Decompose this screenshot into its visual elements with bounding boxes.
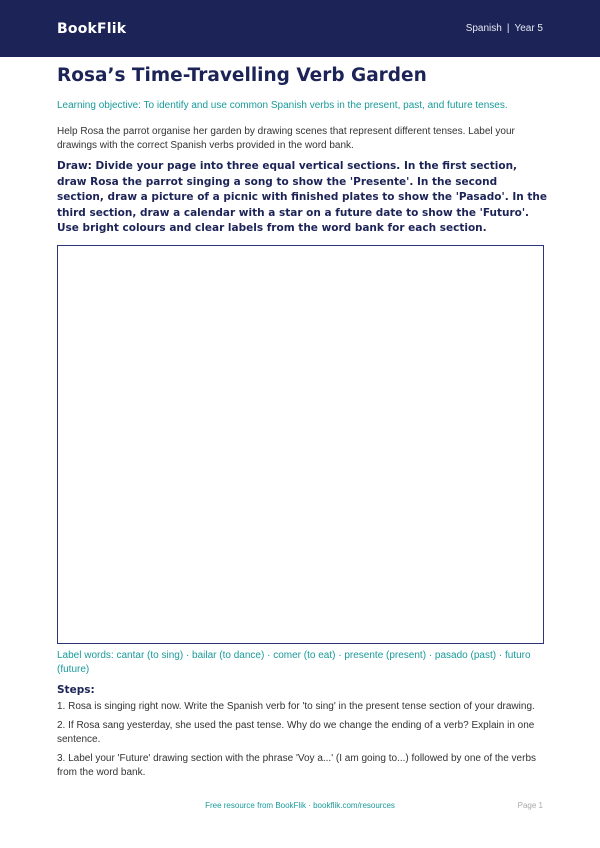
page-header: [0, 0, 600, 57]
step-item: 2. If Rosa sang yesterday, she used the past tense. Why do we change the ending of a verb? Explain in one sentence.: [57, 720, 535, 745]
footer-link[interactable]: Free resource from BookFlik · bookflik.com/resources: [205, 801, 395, 810]
year-label: Year 5: [514, 23, 543, 34]
step-item: 1. Rosa is singing right now. Write the Spanish verb for 'to sing' in the present tense section of your drawing.: [57, 701, 535, 712]
step-item: 3. Label your 'Future' drawing section with the phrase 'Voy a...' (I am going to...) followed by one of the verbs from the word bank.: [57, 753, 537, 778]
page-number: Page 1: [517, 801, 543, 810]
drawing-area[interactable]: [57, 245, 544, 644]
brand-logo: BookFlik: [57, 20, 127, 37]
meta-separator: |: [506, 23, 510, 34]
subject-year: [466, 23, 543, 34]
word-bank: Label words: cantar (to sing) · bailar (to dance) · comer (to eat) · presente (present) · pasado (past) · futuro (future): [57, 650, 531, 675]
learning-objective: Learning objective: To identify and use common Spanish verbs in the present, past, and future tenses.: [57, 100, 508, 111]
steps-list: [57, 700, 547, 785]
intro-text: Help Rosa the parrot organise her garden by drawing scenes that represent different tenses. Label your drawings with the correct Spanish verbs provided in the word bank.: [57, 126, 515, 151]
page-title: Rosa’s Time-Travelling Verb Garden: [57, 65, 427, 86]
drawing-task: Draw: Divide your page into three equal vertical sections. In the first section, draw Rosa the parrot singing a song to show the 'Presente'. In the second section, draw a picture of a picnic with finished plates to show the 'Pasado'. In the third section, draw a calendar with a star on a future date to show the 'Futuro'. Use bright colours and clear labels from the word bank for each section.: [57, 160, 547, 234]
steps-heading: Steps:: [57, 684, 95, 696]
page-footer: [0, 801, 600, 815]
subject-label: Spanish: [465, 23, 502, 34]
